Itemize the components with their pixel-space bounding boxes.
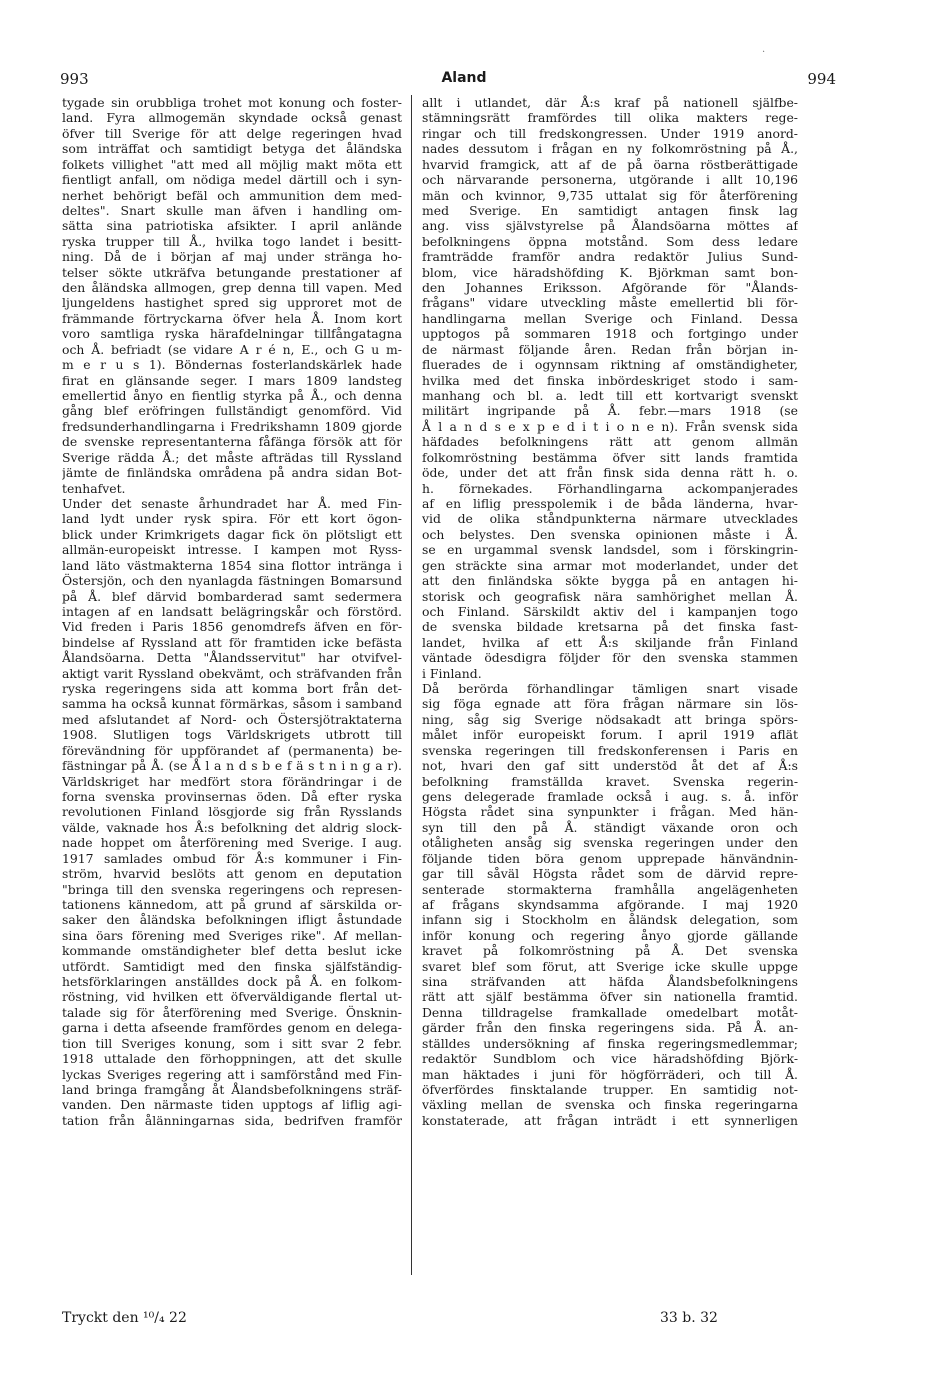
text-line: befolkning framställda kravet. Svenska regerin- xyxy=(422,773,798,789)
text-line: utfördt. Samtidigt med den finska själfständig- xyxy=(62,958,402,974)
text-line: storisk och geografisk nära samhörighet mellan Å. xyxy=(422,588,798,604)
text-line: sätta sina patriotiska afsikter. I april anlände xyxy=(62,218,402,234)
text-line: Å l a n d s e x p e d i t i o n e n). Från svensk sida xyxy=(422,418,798,434)
text-line: Ålandsöarna. Detta "Ålandsservitut" har otvifvel- xyxy=(62,650,402,666)
text-line: förevändning för uppförandet af (permanenta) be- xyxy=(62,742,402,758)
text-line: gärder från den finska regeringens sida. På Å. an- xyxy=(422,1020,798,1036)
text-line: och belystes. Den svenska opinionen måste i Å. xyxy=(422,526,798,542)
text-line: blick under Krimkrigets dagar fick ön plötsligt ett xyxy=(62,526,402,542)
text-line: ringar och till fredskongressen. Under 1919 anord- xyxy=(422,125,798,141)
text-line: se en urgammal svensk landsdel, som i förskingrin- xyxy=(422,542,798,558)
text-line: ställdes undersökning af finska regeringsmedlemmar; xyxy=(422,1035,798,1051)
text-line: jämte de finländska områdena på andra sidan Bot- xyxy=(62,465,402,481)
text-line: kravet på folkomröstning på Å. Det svenska xyxy=(422,943,798,959)
text-line: emellertid ånyo en fientlig styrka på Å., och denna xyxy=(62,388,402,404)
text-line: bindelse af Ryssland att för framtiden icke befästa xyxy=(62,634,402,650)
text-line: svaret blef som förut, att Sverige icke skulle uppge xyxy=(422,958,798,974)
text-line: ning. Då de i början af maj under stränga ho- xyxy=(62,249,402,265)
text-line: ljungeldens hastighet spred sig upproret mot de xyxy=(62,295,402,311)
text-line: öfver till Sverige för att delge regeringen hvad xyxy=(62,125,402,141)
text-line: ang. viss självstyrelse på Ålandsöarna möttes af xyxy=(422,218,798,234)
text-line: gen sträckte sina armar mot moderlandet, under det xyxy=(422,557,798,573)
text-line: land läto västmakterna 1854 sina flottor inträngа i xyxy=(62,557,402,573)
text-line: "bringa till den svenska regeringens och represen- xyxy=(62,881,402,897)
text-line: voro samtliga ryska härafdelningar tillfångatagna xyxy=(62,326,402,342)
text-line: infann sig i Stockholm en åländsk delegation, som xyxy=(422,912,798,928)
text-line: på Å. blef därvid bombarderad samt sedermera xyxy=(62,588,402,604)
text-line: h. förnekades. Förhandlingarna ackompanjerades xyxy=(422,480,798,496)
text-line: den Johannes Eriksson. Afgörande för "Ålands- xyxy=(422,280,798,296)
text-line: samma ha också kunnat förmärkas, såsom i samband xyxy=(62,696,402,712)
text-line: aktigt varit Ryssland obekvämt, och sträfvanden från xyxy=(62,665,402,681)
text-line: inför konung och regering ånyo gjorde gällande xyxy=(422,927,798,943)
text-line: tygade sin orubbliga trohet mot konung och foster- xyxy=(62,95,402,110)
text-line: fästningar på Å. (se Å l a n d s b e f ä s t n i n g a r). xyxy=(62,758,402,774)
signature-mark: 33 b. 32 xyxy=(660,1310,718,1326)
text-line: 1917 samlades ombud för Å:s kommuner i Fin- xyxy=(62,850,402,866)
text-line: hvilka med det finska inbördeskriget stodo i sam- xyxy=(422,372,798,388)
text-line: med Sverige. En samtidigt antagen finsk lag xyxy=(422,202,798,218)
text-line: forna svenska provinsernas öden. Då efter ryska xyxy=(62,788,402,804)
text-line: gens delegerade framlade också i aug. s. å. inför xyxy=(422,788,798,804)
text-line: m e r u s 1). Böndernas fosterlandskärlek hade xyxy=(62,357,402,373)
text-line: stämningsrätt framfördes till olika makters rege- xyxy=(422,110,798,126)
print-date: Tryckt den ¹⁰/₄ 22 xyxy=(62,1310,187,1326)
text-line: land. Fyra allmogemän skyndade också genast xyxy=(62,110,402,126)
text-line: sina öars förening med Sveriges rike". Af mellan- xyxy=(62,927,402,943)
text-line: nerhet behörigt befäl och ammunition dem med- xyxy=(62,187,402,203)
text-line: redaktör Sundblom och vice häradshöfding Björk- xyxy=(422,1051,798,1067)
text-line: nade hoppet om återförening med Sverige. I aug. xyxy=(62,835,402,851)
text-line: den åländska allmogen, grep denna till vapen. Med xyxy=(62,280,402,296)
text-line: allmän-europeiskt intresse. I kampen mot Ryss- xyxy=(62,542,402,558)
corner-mark: . xyxy=(762,44,766,55)
text-line: och närvarande personerna, utgörande i allt 10,196 xyxy=(422,172,798,188)
text-line: svenska regeringen till fredskonferensen i Paris en xyxy=(422,742,798,758)
text-line: fientligt anfall, om nödiga medel därtill och i syn- xyxy=(62,172,402,188)
text-line: folkomröstning bestämma öfver sitt lands framtida xyxy=(422,449,798,465)
text-line: framträdde framför andra redaktör Julius Sund- xyxy=(422,249,798,265)
text-line: otåligheten ansåg sig svenska regeringen under den xyxy=(422,835,798,851)
text-line: konstaterade, att frågan inträdt i ett synnerligen xyxy=(422,1112,798,1128)
text-line: tion till Sveriges konung, som i sitt svar 2 febr. xyxy=(62,1035,402,1051)
text-line: 1908. Slutligen togs Världskrigets utbrott till xyxy=(62,727,402,743)
text-line: upptogos på sommaren 1918 och fortgingo under xyxy=(422,326,798,342)
text-line: ström, hvarvid beslöts att genom en deputation xyxy=(62,866,402,882)
text-line: män och kvinnor, 9,735 uttalat sig för återförening xyxy=(422,187,798,203)
text-line: gar till såväl Högsta rådet som de därvid repre- xyxy=(422,866,798,882)
text-line: handlingarna mellan Sverige och Finland. Dessa xyxy=(422,310,798,326)
text-line: kommande omständigheter blef detta beslut icke xyxy=(62,943,402,959)
text-line: välde, vaknade hos Å:s befolkning det aldrig slock- xyxy=(62,819,402,835)
text-line: tenhafvet. xyxy=(62,480,126,496)
text-line: fluerades de i ogynnsam riktning af omständigheter, xyxy=(422,357,798,373)
text-line: af frågans skyndsamma afgörande. I maj 1920 xyxy=(422,896,798,912)
text-line: talade sig för återförening med Sverige. Önsknin- xyxy=(62,1004,402,1020)
text-line: främmande förtryckarna öfver hela Å. Inom kort xyxy=(62,310,402,326)
page-header xyxy=(0,70,928,92)
text-line: folkets villighet "att med all möjlig makt möta ett xyxy=(62,156,402,172)
text-line: land lydt under rysk spira. För ett kort ögon- xyxy=(62,511,402,527)
text-line: befolkningens öppna motstånd. Som dess ledare xyxy=(422,233,798,249)
text-line: häfdades befolkningens rätt att genom allmän xyxy=(422,434,798,450)
text-line: följande tiden böra genom upprepade hänvändnin- xyxy=(422,850,798,866)
text-line: garna i detta afseende framfördes genom en delega- xyxy=(62,1020,402,1036)
text-line: med afslutandet af Nord- och Östersjötraktaterna xyxy=(62,711,402,727)
text-line: väntade ödesdigra följder för den svenska stammen xyxy=(422,650,798,666)
text-line: land bringa framgång åt Ålandsbefolkningens sträf- xyxy=(62,1082,402,1097)
text-line: målet inför europeiskt forum. I april 1919 aflät xyxy=(422,727,798,743)
text-line: de svenske representanterna fåfänga försök att för xyxy=(62,434,402,450)
text-line: sina sträfvanden att häfda Ålandsbefolkningens xyxy=(422,974,798,990)
text-line: landet, hvilka af ett Å:s skiljande från Finland xyxy=(422,634,798,650)
running-title: Aland xyxy=(441,70,487,86)
text-line: och Å. befriadt (se vidare A r é n, E., och G u m- xyxy=(62,341,402,357)
text-line: röstning, vid hvilken ett öfverväldigande flertal ut- xyxy=(62,989,402,1005)
text-line: nades dessutom i frågan en ny folkomröstning på Å., xyxy=(422,141,798,157)
left-column xyxy=(62,95,402,1128)
text-line: i Finland. xyxy=(422,665,482,681)
text-line: syn till den på Å. ständigt växande oron och xyxy=(422,819,798,835)
text-line: Östersjön, och den nyanlagda fästningen Bomarsund xyxy=(62,573,402,589)
text-line: tation från ålänningarnas sida, bedrifven framför xyxy=(62,1112,402,1128)
page-number-left: 993 xyxy=(60,70,89,88)
text-line: not, hvari den gaf sitt understöd åt det af Å:s xyxy=(422,758,798,774)
text-line: intagen af en landsatt belägringskår och förstörd. xyxy=(62,603,402,619)
text-line: rätt att själf bestämma öfver sin nationella framtid. xyxy=(422,989,798,1005)
text-line: senterade stormakterna framhålla angelägenheten xyxy=(422,881,798,897)
text-line: ning, såg sig Sverige nödsakadt att bringa spörs- xyxy=(422,711,798,727)
text-line: de närmast följande åren. Redan från början in- xyxy=(422,341,798,357)
text-line: vanden. Den närmaste tiden upptogs af liflig agi- xyxy=(62,1097,402,1113)
text-line: Vid freden i Paris 1856 genomdrefs äfven en för- xyxy=(62,619,402,635)
text-line: de svenska bildade kretsarna på det finska fast- xyxy=(422,619,798,635)
text-line: revolutionen Finland lösgjorde sig från Rysslands xyxy=(62,804,402,820)
text-line: allt i utlandet, där Å:s kraf på nationell själfbe- xyxy=(422,95,798,110)
text-line: Högsta rådet sina synpunkter i frågan. Med hän- xyxy=(422,804,798,820)
text-line: 1918 uttalade den förhoppningen, att det skulle xyxy=(62,1051,402,1067)
text-line: gång blef eröfringen fullständigt genomförd. Vid xyxy=(62,403,402,419)
text-line: öfverfördes finsktalande trupper. En samtidig not- xyxy=(422,1082,798,1097)
text-line: och Finland. Särskildt aktiv del i kampanjen togo xyxy=(422,603,798,619)
text-line: Under det senaste århundradet har Å. med Fin- xyxy=(62,495,402,511)
text-line: hvarvid framgick, att af de på öarna röstberättigade xyxy=(422,156,798,172)
text-line: sig föga egnade att föra frågan närmare sin lös- xyxy=(422,696,798,712)
text-line: Denna tilldragelse framkallade omedelbart motåt- xyxy=(422,1004,798,1020)
text-line: Då berörda förhandlingar tämligen snart visade xyxy=(422,681,798,697)
text-line: blom, vice häradshöfding K. Björkman samt bon- xyxy=(422,264,798,280)
text-line: tationens kännedom, att på grund af särskilda or- xyxy=(62,896,402,912)
right-column xyxy=(422,95,798,1128)
text-line: hetsförklaringen anställdes dock på Å. en folkom- xyxy=(62,974,402,990)
text-line: frågans" vidare utveckling måste emellertid bli för- xyxy=(422,295,798,311)
text-line: militärt ingripande på Å. febr.—mars 1918 (se xyxy=(422,403,798,419)
text-line: man häktades i juni för högförräderi, och till Å. xyxy=(422,1066,798,1082)
text-line: Sverige rädda Å.; det måste afträdas till Ryssland xyxy=(62,449,402,465)
text-line: firat en glänsande seger. I mars 1809 landsteg xyxy=(62,372,402,388)
text-line: saker den åländska befolkningen ifligt åstundade xyxy=(62,912,402,928)
text-line: manhang och bl. a. ledt till ett kortvarigt svenskt xyxy=(422,388,798,404)
column-divider xyxy=(411,95,412,1275)
text-line: lyckas Sveriges regering att i samförstånd med Fin- xyxy=(62,1066,402,1082)
text-line: som inträffat och samtidigt betyga det åländska xyxy=(62,141,402,157)
text-line: öde, under det att från finsk sida denna rätt h. o. xyxy=(422,465,798,481)
text-line: af en liflig presspolemik i de båda länderna, hvar- xyxy=(422,495,798,511)
text-line: deltes". Snart skulle man äfven i handling om- xyxy=(62,202,402,218)
text-line: ryska trupper till Å., hvilka togo landet i besitt- xyxy=(62,233,402,249)
text-line: ryska regeringens sida att komma bort från det- xyxy=(62,681,402,697)
text-line: att den finländska sökte bygga på en antagen hi- xyxy=(422,573,798,589)
text-line: telser sökte utkräfva betungande prestationer af xyxy=(62,264,402,280)
text-line: Världskriget har medfört stora förändringar i de xyxy=(62,773,402,789)
text-line: växling mellan de svenska och finska regeringarna xyxy=(422,1097,798,1113)
page-number-right: 994 xyxy=(807,70,836,88)
text-line: vid de olika ståndpunkterna närmare utvecklades xyxy=(422,511,798,527)
text-line: fredsunderhandlingarna i Fredrikshamn 1809 gjorde xyxy=(62,418,402,434)
